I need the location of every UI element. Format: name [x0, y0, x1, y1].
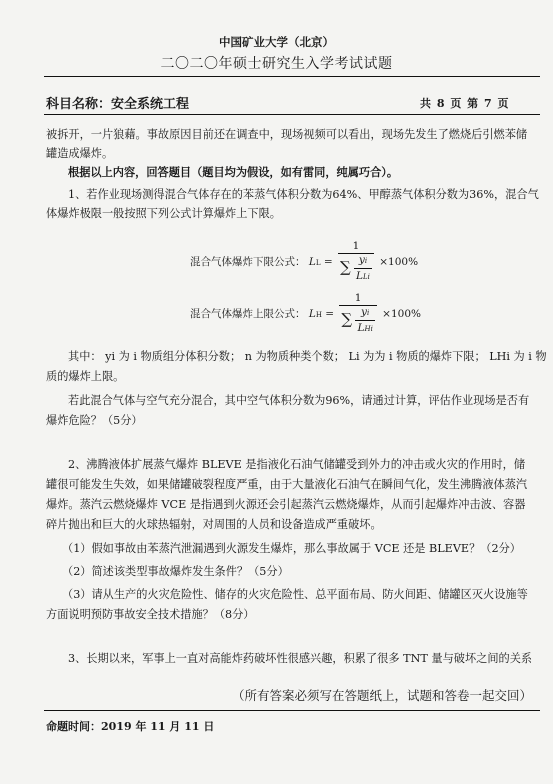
- question-2-sub1: （1）假如事故由苯蒸汽泄漏遇到火源发生爆炸，那么事故属于 VCE 还是 BLEVE？（2分）: [62, 542, 521, 555]
- body-line: 罐造成爆炸。: [46, 147, 114, 160]
- question-1-part2: 若此混合气体与空气充分混合，其中空气体积分数为96%，请通过计算，评估作业现场是否有: [68, 394, 530, 407]
- formula-legend: 其中： yi 为 i 物质组分体积分数； n 为物质种类个数； Li 为为 i 物质的爆炸下限； LHi 为 i 物: [68, 350, 547, 363]
- question-2-sub3-cont: 方面说明预防事故安全技术措施？（8分）: [46, 608, 255, 621]
- footer-rule: [44, 710, 540, 711]
- formula-lower: 混合气体爆炸下限公式： LL = 1 ∑ $\frac{yi}{\text{LLi}}$ ×100%: [190, 240, 419, 282]
- subject-rule: [44, 114, 540, 115]
- question-2-cont: 罐很可能发生失效，如果储罐破裂程度严重，由于大量液化石油气在瞬间气化，发生沸腾液体蒸汽: [46, 478, 528, 491]
- answer-notice: （所有答案必须写在答题纸上，试题和答卷一起交回）: [232, 688, 533, 703]
- header-rule: [44, 76, 540, 77]
- question-2-cont: 爆炸。蒸汽云燃烧爆炸 VCE 是指遇到火源还会引起蒸汽云燃烧爆炸，从而引起爆炸冲击波、容器: [46, 498, 526, 511]
- formula-lower-label: 混合气体爆炸下限公式：: [190, 256, 306, 268]
- question-2-sub2: （2）简述该类型事故爆炸发生条件？（5分）: [62, 565, 289, 578]
- question-2: 2、沸腾液体扩展蒸气爆炸 BLEVE 是指液化石油气储罐受到外力的冲击或火灾的作用时，储: [68, 458, 526, 471]
- question-1-score: 爆炸危险？（5分）: [46, 414, 143, 427]
- question-2-cont: 碎片抛出和巨大的火球热辐射，对周围的人员和设备造成严重破坏。: [46, 518, 382, 531]
- subject-name: 科目名称：安全系统工程: [46, 97, 190, 112]
- exam-date: 命题时间：2019 年 11 月 11 日: [46, 720, 215, 733]
- formula-upper: 混合气体爆炸上限公式： LH = 1 ∑ $\frac{yi}{\text{LHi}}$ ×100%: [190, 292, 421, 334]
- formula-lower-suffix: ×100%: [379, 256, 419, 268]
- formula-legend-cont: 质的爆炸上限。: [46, 370, 125, 383]
- question-1: 1、若作业现场测得混合气体存在的苯蒸气体积分数为64%、甲醇蒸气体积分数为36%，混合气: [68, 188, 539, 201]
- exam-title: 二〇二〇年硕士研究生入学考试试题: [160, 56, 393, 72]
- page-info: 共 8 页 第 7 页: [420, 97, 509, 110]
- instruction: 根据以上内容，回答题目（题目均为假设，如有雷同，纯属巧合）。: [68, 165, 399, 179]
- question-2-sub3: （3）请从生产的火灾危险性、储存的火灾危险性、总平面布局、防火间距、储罐区灭火设施等: [62, 588, 528, 601]
- body-line: 被拆开，一片狼藉。事故原因目前还在调查中，现场视频可以看出，现场先发生了燃烧后引燃苯储: [46, 128, 528, 141]
- formula-upper-suffix: ×100%: [382, 308, 421, 320]
- question-3: 3、长期以来，军事上一直对高能炸药破坏性很感兴趣，积累了很多 TNT 量与破坏之间的关系: [68, 652, 533, 665]
- university-name: 中国矿业大学（北京）: [219, 35, 334, 49]
- question-1-cont: 体爆炸极限一般按照下列公式计算爆炸上下限。: [46, 207, 281, 220]
- formula-upper-label: 混合气体爆炸上限公式：: [190, 308, 306, 320]
